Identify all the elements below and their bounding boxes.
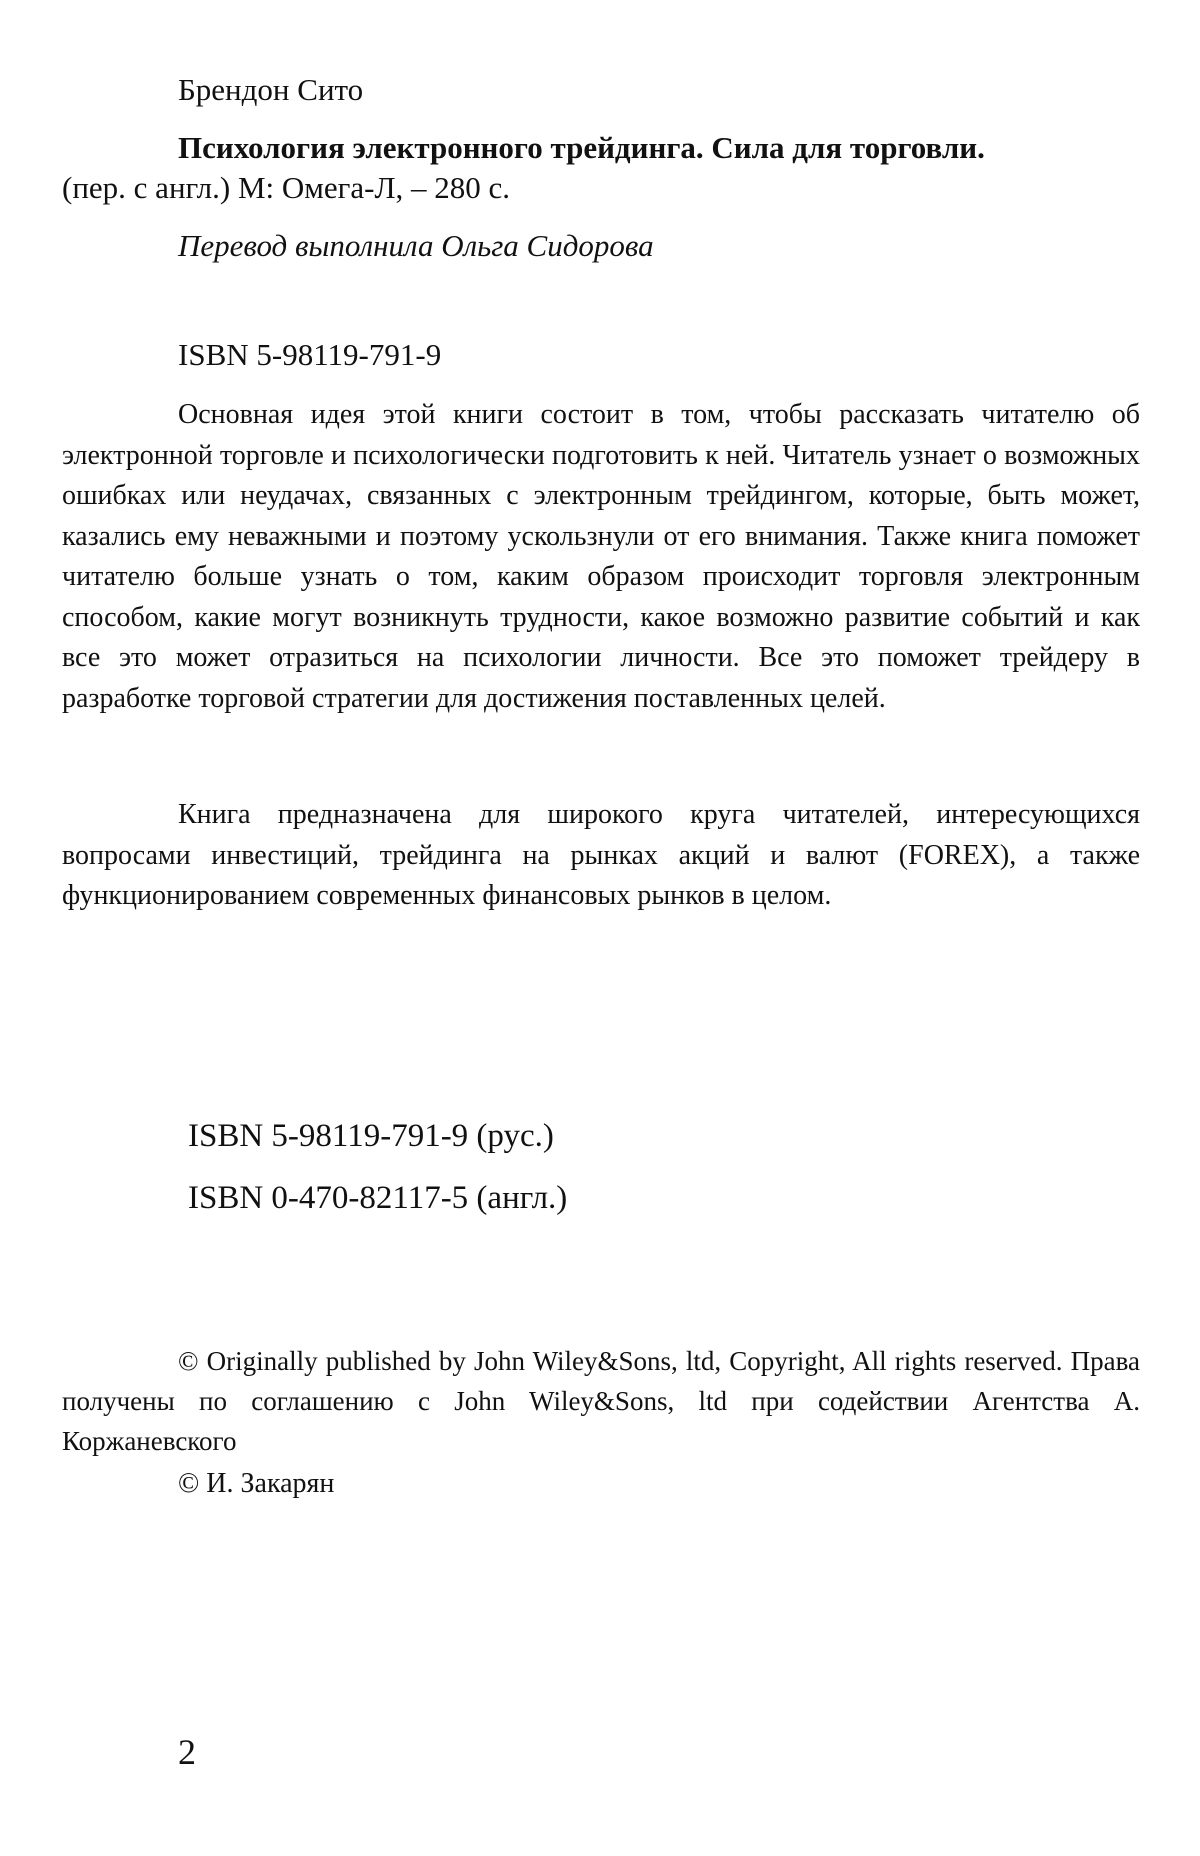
copyright-notice: © Originally published by John Wiley&Sons, ltd, Copyright, All rights reserved. Права получены по соглашению с John Wiley&Sons, ltd при содействии Агентства А. Коржаневского <box>62 1346 1140 1456</box>
isbn-english: ISBN 0-470-82117-5 (англ.) <box>188 1180 568 1216</box>
isbn-russian: ISBN 5-98119-791-9 (рус.) <box>188 1118 554 1154</box>
author-name: Брендон Сито <box>178 72 364 107</box>
publication-info: (пер. с англ.) М: Омега-Л, – 280 с. <box>62 170 510 205</box>
translator-credit: Перевод выполнила Ольга Сидорова <box>178 228 654 263</box>
page-number: 2 <box>178 1732 196 1772</box>
audience-paragraph: Книга предназначена для широкого круга читателей, интересующихся вопросами инвестиций, трейдинга на рынках акций и валют (FOREX), а также функционированием современных финансовых рынков в целом. <box>62 799 1140 911</box>
translator-copyright: © И. Закарян <box>178 1468 335 1499</box>
isbn-main: ISBN 5-98119-791-9 <box>178 337 442 372</box>
annotation-paragraph: Основная идея этой книги состоит в том, чтобы рассказать читателю об электронной торговле и психологически подготовить к ней. Читатель узнает о возможных ошибках или неудачах, связанных с электронным трейдингом, которые, быть может, казались ему неважными и поэтому ускользнули от его внимания. Также книга поможет читателю больше узнать о том, каким образом происходит торговля электронным способом, какие могут возникнуть трудности, какое возможно развитие событий и как все это может отразиться на психологии личности. Все это поможет трейдеру в разработке торговой стратегии для достижения поставленных целей. <box>62 399 1140 714</box>
book-title: Психология электронного трейдинга. Сила для торговли. <box>178 130 985 165</box>
